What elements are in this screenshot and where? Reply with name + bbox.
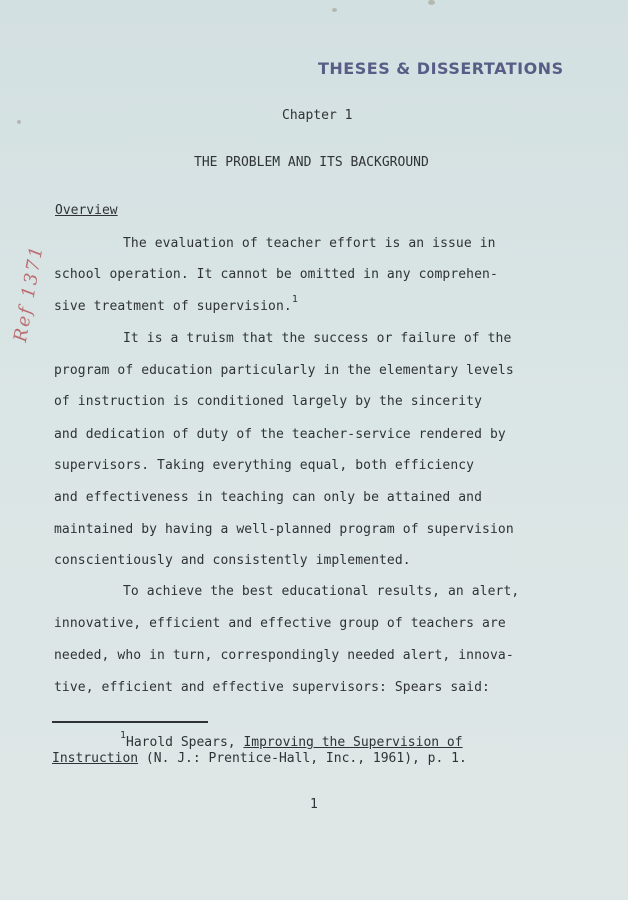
paper-speck bbox=[428, 0, 435, 5]
paper-speck bbox=[17, 120, 21, 124]
body-line: needed, who in turn, correspondingly needed alert, innova- bbox=[54, 648, 514, 663]
section-heading: Overview bbox=[55, 203, 118, 218]
body-line-with-footnote bbox=[54, 294, 298, 314]
footnote-line-1 bbox=[120, 730, 463, 750]
body-line: maintained by having a well-planned program of supervision bbox=[54, 522, 514, 537]
footnote-line-2 bbox=[52, 751, 467, 766]
chapter-label: Chapter 1 bbox=[282, 108, 353, 123]
footnote-marker: 1 bbox=[120, 730, 127, 741]
body-line: innovative, efficient and effective group of teachers are bbox=[54, 616, 506, 631]
body-line: supervisors. Taking everything equal, both efficiency bbox=[54, 458, 475, 473]
footnote-publication: (N. J.: Prentice-Hall, Inc., 1961), p. 1. bbox=[138, 751, 467, 766]
body-line: of instruction is conditioned largely by the sincerity bbox=[54, 394, 483, 409]
library-stamp: THESES & DISSERTATIONS bbox=[318, 59, 564, 78]
body-line: To achieve the best educational results, an alert, bbox=[123, 584, 520, 599]
footnote-reference: 1 bbox=[291, 294, 298, 305]
body-line: The evaluation of teacher effort is an issue in bbox=[123, 236, 496, 251]
footnote-divider bbox=[52, 721, 208, 723]
body-line: school operation. It cannot be omitted in any comprehen- bbox=[54, 267, 498, 282]
footnote-title: Improving the Supervision of bbox=[243, 735, 463, 750]
body-line: It is a truism that the success or failure of the bbox=[123, 331, 512, 346]
body-line: and dedication of duty of the teacher-service rendered by bbox=[54, 427, 506, 442]
footnote-author: Harold Spears, bbox=[126, 735, 244, 750]
body-line: and effectiveness in teaching can only be attained and bbox=[54, 490, 483, 505]
body-line: tive, efficient and effective supervisors: Spears said: bbox=[54, 680, 490, 695]
paper-speck bbox=[332, 8, 337, 12]
page-number: 1 bbox=[310, 797, 318, 812]
handwritten-margin-note: Ref 1371 bbox=[10, 243, 48, 344]
body-line: program of education particularly in the elementary levels bbox=[54, 363, 514, 378]
footnote-title-cont: Instruction bbox=[52, 751, 139, 766]
chapter-title: THE PROBLEM AND ITS BACKGROUND bbox=[194, 155, 429, 170]
body-line-text: sive treatment of supervision. bbox=[54, 299, 292, 314]
body-line: conscientiously and consistently implemented. bbox=[54, 553, 411, 568]
